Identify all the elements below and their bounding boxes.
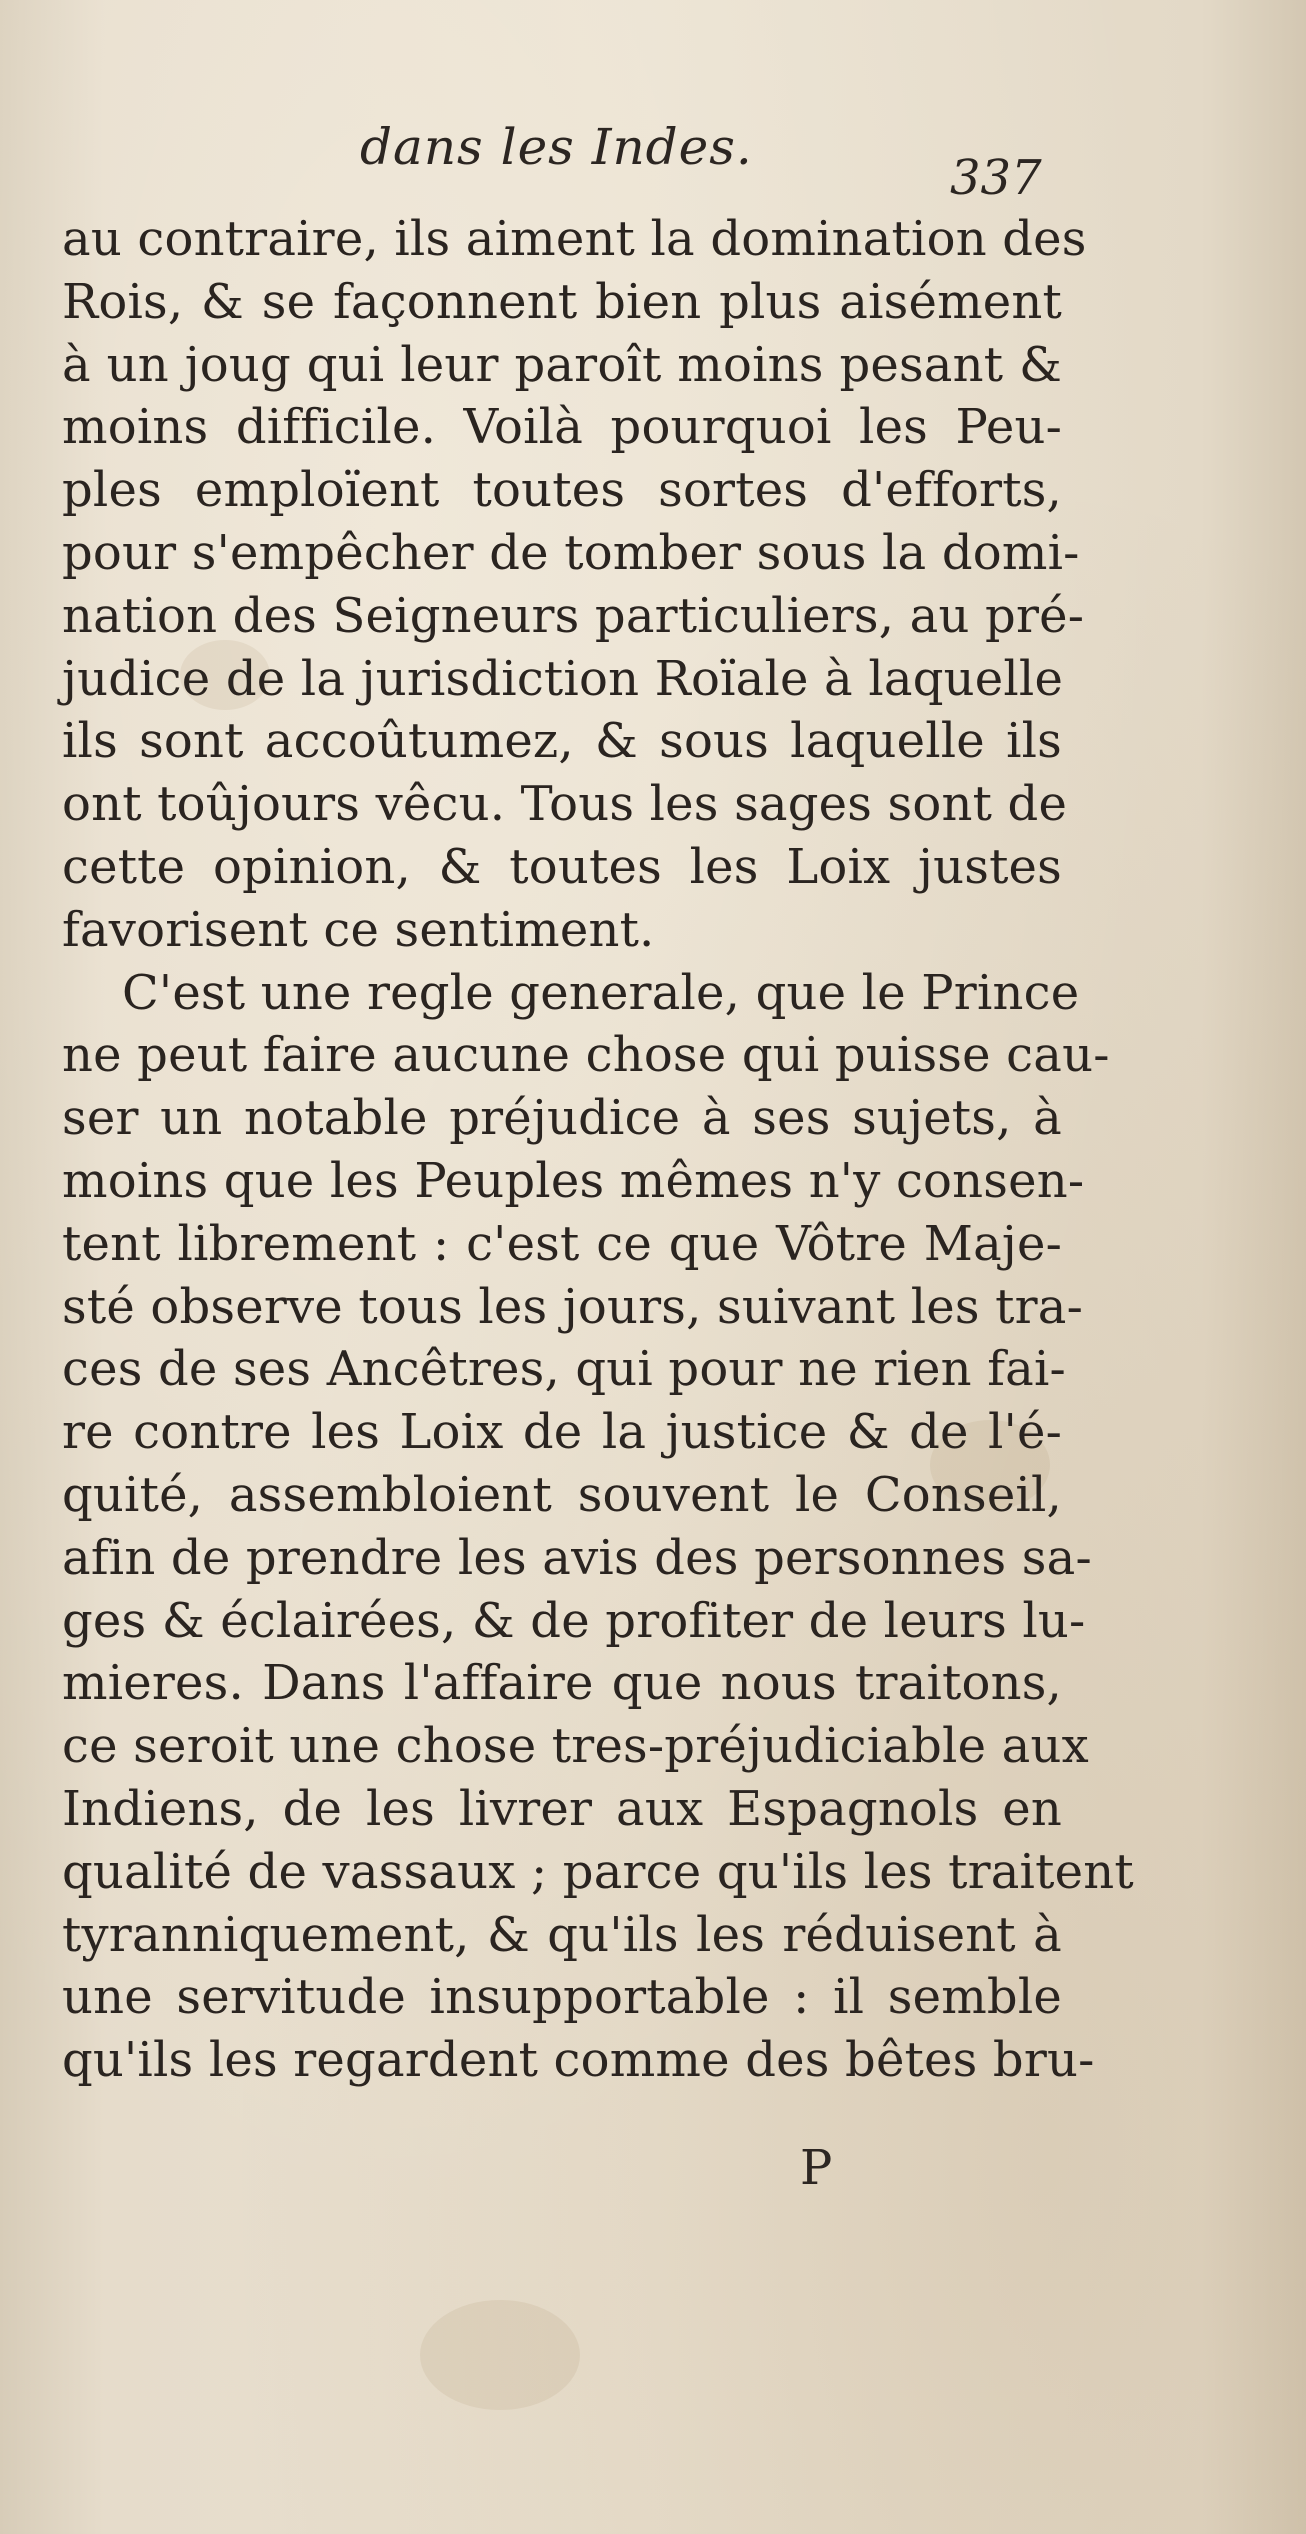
text-line: au contraire, ils aiment la domination des	[62, 211, 1087, 267]
paragraph-end-line: favorisent ce sentiment.	[62, 901, 655, 958]
text-line: ges & éclairées, & de profiter de leurs lu-	[62, 1592, 1086, 1649]
text-line: afin de prendre les avis des personnes sa-	[62, 1529, 1092, 1586]
text-line: re contre les Loix de la justice & de l'é-	[62, 1404, 1062, 1461]
text-line: à un joug qui leur paroît moins pesant &	[62, 336, 1062, 393]
text-line: ont toûjours vêcu. Tous les sages sont de	[62, 776, 1068, 833]
text-line: quité, assembloient souvent le Conseil,	[62, 1466, 1062, 1523]
text-line: moins difficile. Voilà pourquoi les Peu-	[62, 399, 1062, 456]
text-line: ser un notable préjudice à ses sujets, à	[62, 1090, 1062, 1147]
signature-mark: P	[800, 2140, 833, 2196]
text-line: Rois, & se façonnent bien plus aisément	[62, 273, 1062, 330]
running-head: dans les Indes.	[360, 118, 753, 176]
text-line: cette opinion, & toutes les Loix justes	[62, 838, 1062, 895]
body-text	[62, 208, 1134, 2092]
text-line: tent librement : c'est ce que Vôtre Maje-	[62, 1215, 1062, 1272]
paper-stain	[420, 2300, 580, 2410]
text-line: ces de ses Ancêtres, qui pour ne rien fai-	[62, 1341, 1066, 1398]
page-number: 337	[950, 150, 1042, 206]
text-line: sté observe tous les jours, suivant les tra-	[62, 1278, 1084, 1335]
text-line: nation des Seigneurs particuliers, au pré-	[62, 587, 1085, 644]
text-line: qualité de vassaux ; parce qu'ils les traitent	[62, 1843, 1134, 1900]
paragraph-start-line: C'est une regle generale, que le Prince	[122, 964, 1080, 1021]
text-line: pour s'empêcher de tomber sous la domi-	[62, 524, 1080, 581]
text-line: qu'ils les regardent comme des bêtes bru-	[62, 2032, 1095, 2089]
text-line: judice de la jurisdiction Roïale à laquelle	[62, 650, 1064, 707]
text-line: ce seroit une chose tres-préjudiciable aux	[62, 1718, 1089, 1775]
text-line: une servitude insupportable : il semble	[62, 1969, 1062, 2026]
text-line: Indiens, de les livrer aux Espagnols en	[62, 1780, 1062, 1837]
text-line: moins que les Peuples mêmes n'y consen-	[62, 1152, 1085, 1209]
text-line: ples emploïent toutes sortes d'efforts,	[62, 462, 1062, 519]
text-line: tyranniquement, & qu'ils les réduisent à	[62, 1906, 1062, 1963]
text-line: ils sont accoûtumez, & sous laquelle ils	[62, 713, 1062, 770]
text-line: ne peut faire aucune chose qui puisse cau-	[62, 1027, 1110, 1084]
text-line: mieres. Dans l'affaire que nous traitons,	[62, 1655, 1062, 1712]
